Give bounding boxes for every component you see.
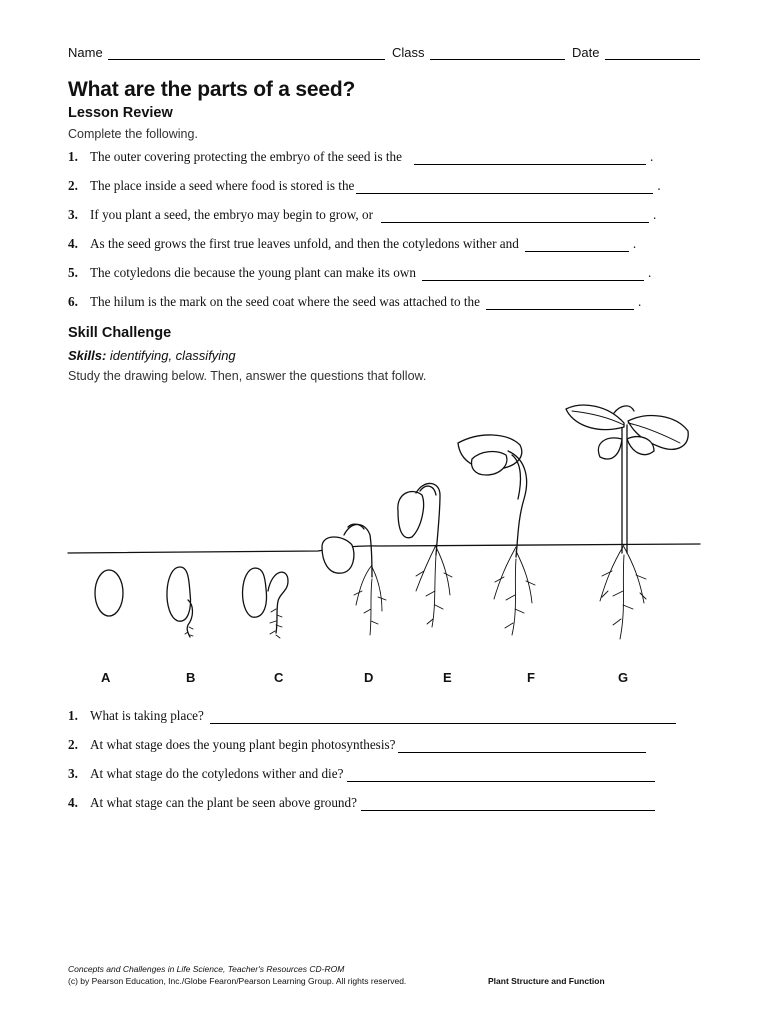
stage-label-b: B [186,670,196,685]
answer-blank[interactable] [381,211,649,223]
stage-label-c: C [274,670,284,685]
skills-label: Skills: [68,348,107,363]
footer-source: Concepts and Challenges in Life Science, Teacher's Resources CD-ROM [68,964,345,974]
question-number: 2. [68,178,78,193]
answer-blank[interactable] [347,770,655,782]
review-question-2: 2. The place inside a seed where food is stored is the . [68,178,661,193]
skills-value: identifying, classifying [109,348,236,363]
stage-label-f: F [527,670,535,685]
question-text: The cotyledons die because the young plant can make its own [90,265,416,280]
stage-f-seedling [458,435,535,635]
question-text: As the seed grows the first true leaves unfold, and then the cotyledons wither and [90,236,519,251]
skill-question-2 [68,737,646,753]
stage-label-d: D [364,670,374,685]
skill-question-1 [68,708,676,724]
question-text: At what stage does the young plant begin photosynthesis? [90,737,396,752]
answer-blank[interactable] [398,741,646,753]
stage-b-sprouting-seed [167,567,193,637]
review-question-5: 5. The cotyledons die because the young plant can make its own . [68,265,652,280]
question-number: 3. [68,766,78,781]
lesson-review-instruction: Complete the following. [68,127,198,141]
skill-challenge-heading: Skill Challenge [68,325,172,341]
question-number: 5. [68,265,78,280]
question-number: 4. [68,795,78,810]
stage-label-a: A [101,670,111,685]
stage-label-e: E [443,670,452,685]
answer-blank[interactable] [486,298,634,310]
seed-germination-illustration [60,395,710,695]
page-title: What are the parts of a seed? [68,78,356,101]
class-label: Class [392,45,425,60]
footer-unit: Plant Structure and Function [488,976,605,986]
question-text: At what stage do the cotyledons wither and die? [90,766,344,781]
review-question-1: 1. The outer covering protecting the embryo of the seed is the . [68,149,654,164]
skill-question-4 [68,795,655,811]
answer-blank[interactable] [414,153,646,165]
question-text: The place inside a seed where food is stored is the [90,178,355,193]
name-label: Name [68,45,103,60]
question-number: 3. [68,207,78,222]
class-field[interactable] [430,59,565,60]
question-text: If you plant a seed, the embryo may begin to grow, or [90,207,373,222]
stage-d-seedling [322,524,386,635]
question-text: At what stage can the plant be seen above ground? [90,795,357,810]
answer-blank[interactable] [361,799,655,811]
stage-a-seed [95,570,123,616]
review-question-3: 3. If you plant a seed, the embryo may begin to grow, or . [68,207,657,222]
question-number: 4. [68,236,78,251]
answer-blank[interactable] [356,182,653,194]
answer-blank[interactable] [210,712,676,724]
stage-g-young-plant [566,405,688,639]
question-number: 6. [68,294,78,309]
skill-instruction: Study the drawing below. Then, answer the questions that follow. [68,369,427,383]
date-label: Date [572,45,600,60]
date-field[interactable] [605,59,700,60]
question-number: 1. [68,708,78,723]
stage-label-g: G [618,670,629,685]
lesson-review-heading: Lesson Review [68,105,173,121]
stage-c-root-growth [243,568,288,638]
answer-blank[interactable] [525,240,629,252]
skill-question-3 [68,766,655,782]
footer-copyright: (c) by Pearson Education, Inc./Globe Fearon/Pearson Learning Group. All rights reserved. [68,976,407,986]
question-number: 2. [68,737,78,752]
stage-e-seedling [398,483,452,627]
question-number: 1. [68,149,78,164]
review-question-4: 4. As the seed grows the first true leaves unfold, and then the cotyledons wither and . [68,236,637,251]
answer-blank[interactable] [422,269,644,281]
name-field[interactable] [108,59,385,60]
skills-line [68,348,236,363]
question-text: What is taking place? [90,708,204,723]
review-question-6: 6. The hilum is the mark on the seed coat where the seed was attached to the . [68,294,642,309]
question-text: The hilum is the mark on the seed coat where the seed was attached to the [90,294,480,309]
soil-line [68,544,700,553]
question-text: The outer covering protecting the embryo of the seed is the [90,149,402,164]
